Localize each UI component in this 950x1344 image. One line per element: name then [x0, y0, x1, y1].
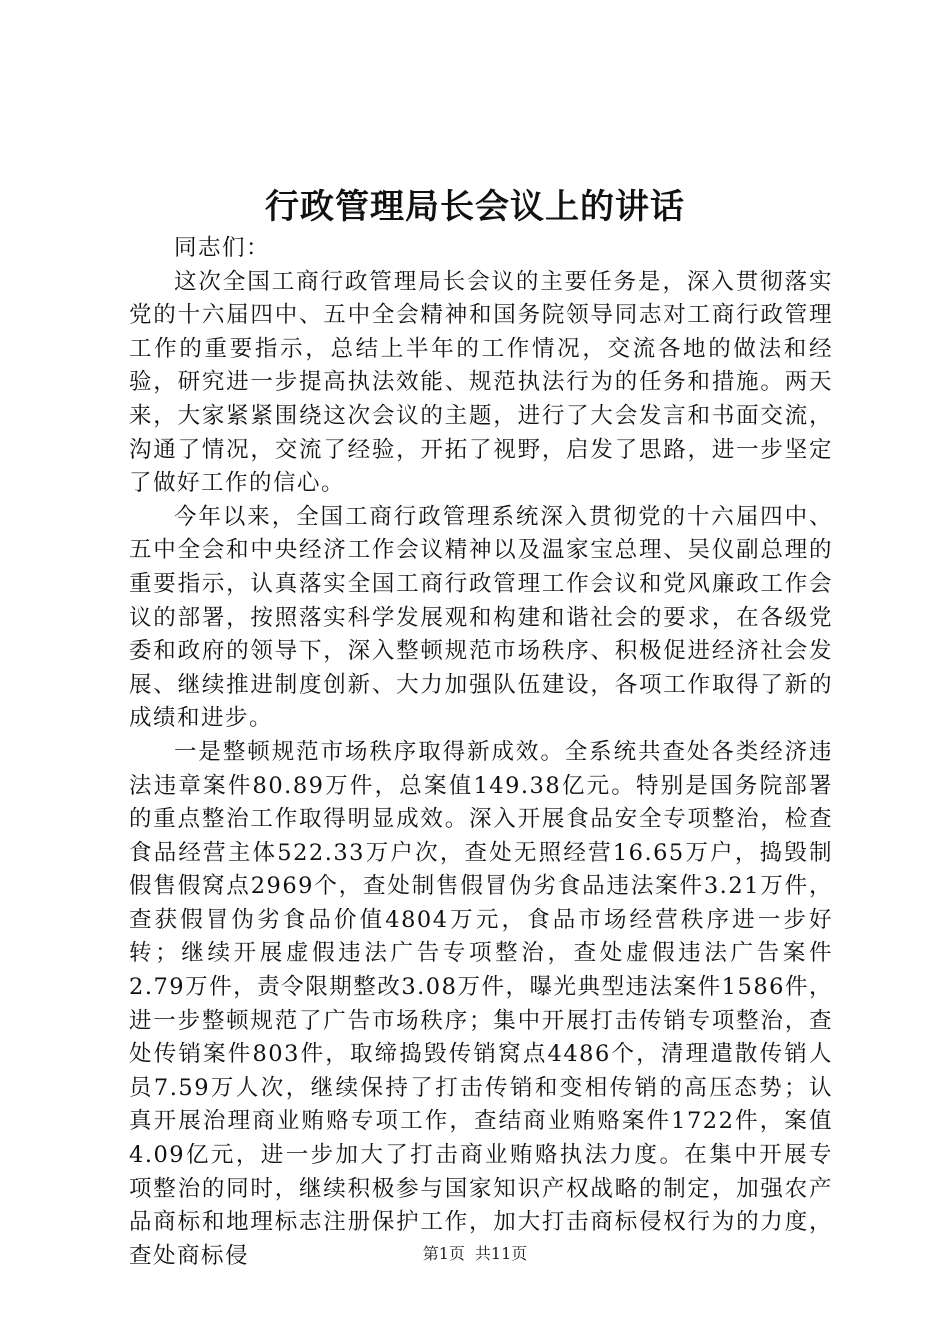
paragraph: 这次全国工商行政管理局长会议的主要任务是，深入贯彻落实党的十六届四中、五中全会精神和国务院领导同志对工商行政管理工作的重要指示，总结上半年的工作情况，交流各地的做法和经验，研究进一步提高执法效能、规范执法行为的任务和措施。两天来，大家紧紧围绕这次会议的主题，进行了大会发言和书面交流，沟通了情况，交流了经验，开拓了视野，启发了思路，进一步坚定了做好工作的信心。 [129, 268, 833, 497]
page-footer [0, 1242, 950, 1266]
paragraph: 今年以来，全国工商行政管理系统深入贯彻党的十六届四中、五中全会和中央经济工作会议精神以及温家宝总理、吴仪副总理的重要指示，认真落实全国工商行政管理工作会议和党风廉政工作会议的部署，按照落实科学发展观和构建和谐社会的要求，在各级党委和政府的领导下，深入整顿规范市场秩序、积极促进经济社会发展、继续推进制度创新、大力加强队伍建设，各项工作取得了新的成绩和进步。 [129, 503, 833, 732]
document-body [129, 232, 833, 1273]
page-number: 第1页 [422, 1244, 465, 1263]
document-title: 行政管理局长会议上的讲话 [265, 187, 685, 227]
salutation: 同志们： [174, 235, 271, 261]
paragraph: 一是整顿规范市场秩序取得新成效。全系统共查处各类经济违法违章案件80.89万件，总案值149.38亿元。特别是国务院部署的重点整治工作取得明显成效。深入开展食品安全专项整治，检查食品经营主体522.33万户次，查处无照经营16.65万户，捣毁制假售假窝点2969个，查处制售假冒伪劣食品违法案件3.21万件，查获假冒伪劣食品价值4804万元，食品市场经营秩序进一步好转；继续开展虚假违法广告专项整治，查处虚假违法广告案件2.79万件，责令限期整改3.08万件，曝光典型违法案件1586件，进一步整顿规范了广告市场秩序；集中开展打击传销专项整治，查处传销案件803件，取缔捣毁传销窝点4486个，清理遣散传销人员7.59万人次，继续保持了打击传销和变相传销的高压态势；认真开展治理商业贿赂专项工作，查结商业贿赂案件1722件，案值4.09亿元，进一步加大了打击商业贿赂执法力度。在集中开展专项整治的同时，继续积极参与国家知识产权战略的制定，加强农产品商标和地理标志注册保护工作，加大打击商标侵权行为的力度，查处商标侵 [129, 738, 833, 1269]
page-total: 共11页 [474, 1244, 528, 1263]
